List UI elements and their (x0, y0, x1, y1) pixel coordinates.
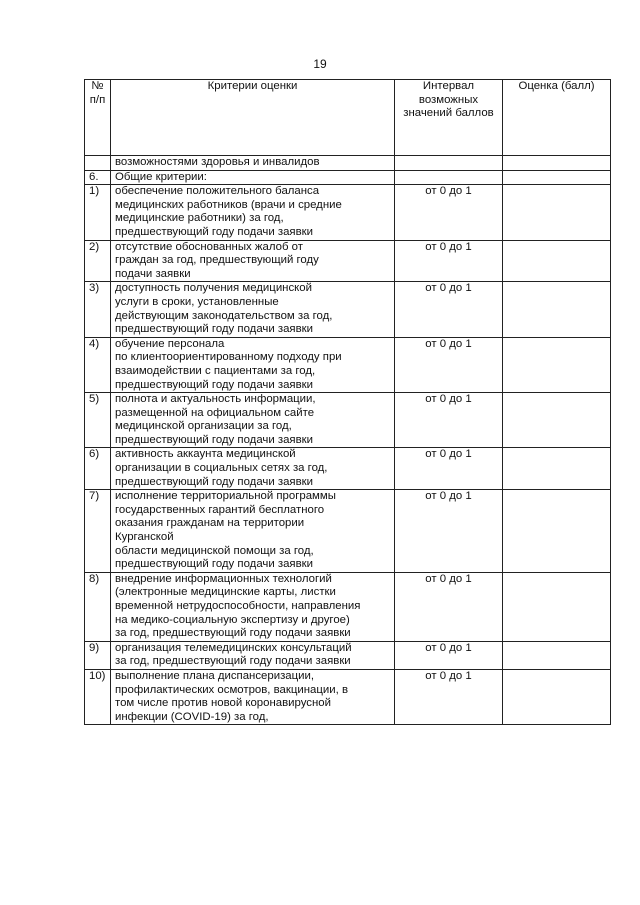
table-row (85, 448, 611, 490)
page-number: 19 (313, 57, 327, 71)
criterion-line: обучение персонала (115, 337, 225, 350)
header-row (85, 80, 611, 156)
score-cell[interactable] (503, 572, 611, 641)
criterion-line: том числе против новой коронавирусной (115, 697, 331, 710)
criterion-line: организации в социальных сетях за год, (115, 462, 328, 475)
criterion-text (111, 448, 395, 490)
criterion-line: предшествующий году подачи заявки (115, 225, 313, 238)
criterion-line: инфекции (COVID-19) за год, (115, 710, 269, 723)
criterion-line: услуги в сроки, установленные (115, 295, 279, 308)
table-row (85, 669, 611, 724)
score-cell[interactable] (503, 641, 611, 669)
table-row (85, 282, 611, 337)
criterion-text (111, 490, 395, 573)
criterion-line: выполнение плана диспансеризации, (115, 669, 315, 682)
criterion-line: предшествующий году подачи заявки (115, 378, 313, 391)
criterion-line: отсутствие обоснованных жалоб от (115, 240, 303, 253)
criterion-line: внедрение информационных технологий (115, 572, 332, 585)
criterion-line: медицинской организации за год, (115, 420, 292, 433)
criterion-text (111, 185, 395, 240)
header-number-line: № (91, 80, 104, 92)
row-number: 9) (85, 641, 111, 669)
header-interval-line: Интервал (422, 80, 475, 92)
table-body (85, 156, 611, 725)
header-interval-line: значений баллов (403, 107, 494, 120)
criteria-table (84, 79, 611, 725)
criterion-line: активность аккаунта медицинской (115, 448, 296, 461)
criterion-line: предшествующий году подачи заявки (115, 558, 313, 571)
criterion-line: исполнение территориальной программы (115, 490, 336, 503)
interval-value (395, 170, 503, 185)
header-interval-line: возможных (418, 93, 479, 106)
criterion-line: организация телемедицинских консультаций (115, 641, 352, 654)
interval-value: от 0 до 1 (395, 448, 503, 490)
criterion-text (111, 393, 395, 448)
interval-value: от 0 до 1 (395, 490, 503, 573)
criterion-line: за год, предшествующий году подачи заявки (115, 655, 351, 668)
criterion-line: за год, предшествующий году подачи заявки (115, 627, 351, 640)
table-row (85, 393, 611, 448)
criterion-line: профилактических осмотров, вакцинации, в (115, 683, 349, 696)
row-number: 6. (85, 170, 111, 185)
criterion-line: медицинских работников (врачи и средние (115, 198, 342, 211)
score-cell[interactable] (503, 185, 611, 240)
score-cell[interactable] (503, 282, 611, 337)
criterion-line: полнота и актуальность информации, (115, 393, 316, 406)
criterion-line: временной нетрудоспособности, направления (115, 600, 361, 612)
criterion-line: обеспечение положительного баланса (115, 185, 320, 198)
criterion-line: размещенной на официальном сайте (115, 406, 315, 419)
header-number-line: п/п (89, 93, 106, 106)
row-number: 5) (85, 393, 111, 448)
interval-value: от 0 до 1 (395, 393, 503, 448)
interval-value: от 0 до 1 (395, 185, 503, 240)
header-score: Оценка (балл) (503, 80, 611, 156)
header-interval (395, 80, 503, 156)
interval-value (395, 156, 503, 171)
criterion-line: Общие критерии: (115, 170, 207, 183)
criterion-text (111, 170, 395, 185)
score-cell[interactable] (503, 156, 611, 171)
table-row (85, 641, 611, 669)
row-number: 1) (85, 185, 111, 240)
score-cell[interactable] (503, 240, 611, 282)
table-row (85, 337, 611, 392)
interval-value: от 0 до 1 (395, 641, 503, 669)
header-number (85, 80, 111, 156)
row-number: 4) (85, 337, 111, 392)
score-cell[interactable] (503, 448, 611, 490)
criterion-line: доступность получения медицинской (115, 282, 312, 295)
score-cell[interactable] (503, 490, 611, 573)
interval-value: от 0 до 1 (395, 337, 503, 392)
criterion-line: возможностями здоровья и инвалидов (115, 156, 320, 168)
criterion-line: граждан за год, предшествующий году (115, 254, 319, 267)
criterion-text (111, 337, 395, 392)
criterion-line: действующим законодательством за год, (115, 309, 333, 322)
row-number: 3) (85, 282, 111, 337)
criterion-text (111, 669, 395, 724)
criterion-line: по клиентоориентированному подходу при (115, 351, 342, 364)
interval-value: от 0 до 1 (395, 240, 503, 282)
interval-value: от 0 до 1 (395, 669, 503, 724)
criterion-text (111, 240, 395, 282)
criterion-text (111, 282, 395, 337)
criterion-line: предшествующий году подачи заявки (115, 475, 313, 488)
criterion-text (111, 641, 395, 669)
criterion-line: области медицинской помощи за год, (115, 544, 314, 557)
criterion-line: на медико-социальную экспертизу и другое) (115, 613, 350, 626)
header-criteria: Критерии оценки (111, 80, 395, 156)
table-row (85, 156, 611, 171)
criterion-line: государственных гарантий бесплатного (115, 503, 325, 516)
table-row (85, 240, 611, 282)
row-number: 6) (85, 448, 111, 490)
score-cell[interactable] (503, 393, 611, 448)
table-row (85, 572, 611, 641)
row-number (85, 156, 111, 171)
score-cell[interactable] (503, 337, 611, 392)
criterion-line: оказания гражданам на территории (115, 517, 305, 530)
criterion-text (111, 572, 395, 641)
interval-value: от 0 до 1 (395, 282, 503, 337)
criterion-line: подачи заявки (115, 267, 191, 280)
row-number: 7) (85, 490, 111, 573)
criterion-line: предшествующий году подачи заявки (115, 323, 313, 336)
table-row (85, 185, 611, 240)
criterion-line: (электронные медицинские карты, листки (115, 586, 336, 599)
criterion-line: Курганской (115, 531, 174, 544)
score-cell[interactable] (503, 669, 611, 724)
table-row (85, 490, 611, 573)
criterion-line: предшествующий году подачи заявки (115, 433, 313, 446)
row-number: 8) (85, 572, 111, 641)
score-cell[interactable] (503, 170, 611, 185)
criterion-line: медицинские работники) за год, (115, 212, 284, 225)
criterion-text (111, 156, 395, 171)
criterion-line: взаимодействии с пациентами за год, (115, 364, 316, 377)
row-number: 2) (85, 240, 111, 282)
interval-value: от 0 до 1 (395, 572, 503, 641)
table-row (85, 170, 611, 185)
row-number: 10) (85, 669, 111, 724)
